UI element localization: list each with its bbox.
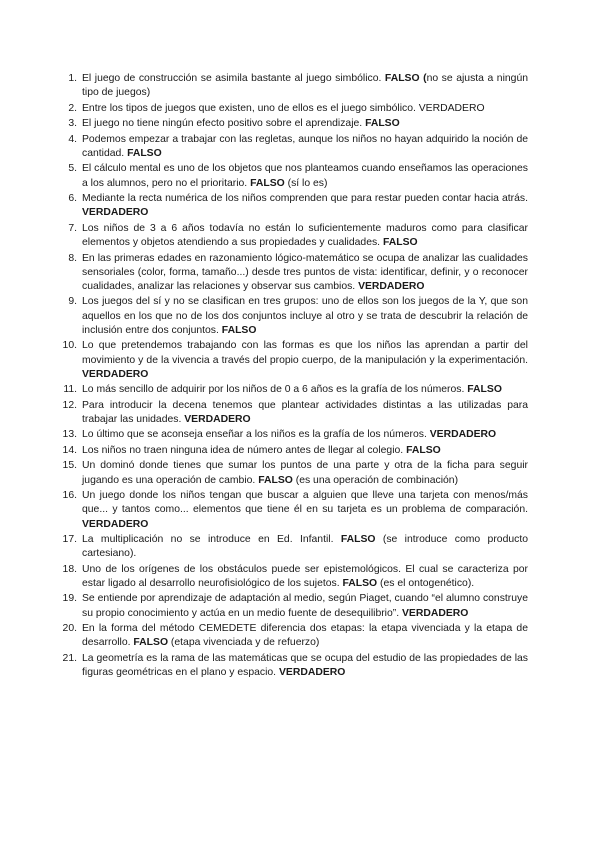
question-item (62, 563, 528, 591)
question-item (62, 339, 528, 382)
question-text: El juego de construcción se asimila bastante al juego simbólico. (82, 73, 385, 84)
answer-label: VERDADERO (278, 667, 346, 679)
answer-label: FALSO (127, 147, 162, 159)
question-number: 11. (63, 384, 77, 396)
question-number: 5. (68, 163, 77, 175)
question-text: Lo más sencillo de adquirir por los niños de 0 a 6 años es la grafía de los números. (82, 384, 468, 396)
question-item (68, 102, 528, 116)
question-number: 19. (62, 593, 77, 605)
question-item (68, 192, 528, 220)
question-item (68, 295, 528, 338)
answer-label: VERDADERO (184, 413, 251, 425)
question-number: 12. (62, 399, 77, 411)
question-item (62, 652, 528, 680)
answer-note: (sí lo es) (284, 177, 328, 189)
answer-note: (es una operación de combinación) (292, 474, 459, 486)
answer-label: FALSO (221, 324, 257, 336)
question-text: La multiplicación no se introduce en Ed. Infantil. (82, 534, 341, 546)
answer-note: (etapa vivenciada y de refuerzo) (168, 637, 320, 649)
answer-label: VERDADERO (402, 607, 469, 619)
question-number: 2. (68, 102, 77, 114)
question-text: Lo último que se aconseja enseñar a los niños es la grafía de los números. (82, 429, 430, 441)
answer-label: FALSO (467, 384, 502, 396)
question-item (62, 444, 528, 458)
question-text: Uno de los orígenes de los obstáculos puede ser epistemológicos. El cual se caracteriza por estar ligado al desarrollo neurofisiológico de los sujetos. (82, 563, 528, 589)
question-text: Se entiende por aprendizaje de adaptación al medio, según Piaget, cuando “el alumno construye su propio conocimiento y actúa en un medio fuente de desequilibrio”. (82, 593, 528, 619)
question-item (68, 117, 528, 131)
question-number: 7. (68, 222, 77, 234)
question-number: 4. (68, 133, 77, 145)
question-list (62, 72, 529, 682)
question-number: 21. (62, 652, 77, 664)
question-number: 9. (68, 296, 77, 308)
question-text: Mediante la recta numérica de los niños comprenden que para restar pueden contar hacia atrás. (82, 193, 528, 205)
question-text: Lo que pretendemos trabajando con las formas es que los niños las aprendan a partir del movimiento y de la vivencia a través del propio cuerpo, de la manipulación y la experimentación. (82, 340, 528, 366)
question-item (68, 222, 528, 250)
question-text: El cálculo mental es uno de los objetos que nos planteamos cuando enseñamos las operaciones a los alumnos, pero no el prioritario. (82, 163, 528, 189)
answer-label: FALSO (258, 474, 293, 486)
question-item (68, 252, 528, 295)
question-number: 6. (68, 193, 77, 205)
question-text: En las primeras edades en razonamiento lógico-matemático se ocupa de analizar las cualidades sensoriales (color, forma, tamaño...) desde tres puntos de vista: identificar, definir, y o reconocer cualidades, analizar las relaciones y observar sus cambios. (82, 252, 528, 292)
answer-label: FALSO (382, 237, 418, 249)
question-text: Los juegos del sí y no se clasifican en tres grupos: uno de ellos son los juegos de la Y, que son aquellos en los que no de los dos conjuntos incluye al otro y se trata de descubrir la relación de inclusión entre dos conjuntos. (82, 296, 528, 336)
answer-label: VERDADERO (358, 280, 425, 292)
question-text: Los niños de 3 a 6 años todavía no están lo suficientemente maduros como para clasificar elementos y objetos atendiendo a sus propiedades y cualidades. (82, 222, 528, 249)
question-number: 10. (62, 340, 77, 352)
question-text: Para introducir la decena tenemos que plantear actividades distintas a las utilizadas para trabajar las unidades. (82, 399, 528, 425)
question-text: En la forma del método CEMEDETE diferencia dos etapas: la etapa vivenciada y la etapa de desarrollo. (82, 623, 528, 649)
question-item (62, 399, 528, 427)
question-text: Un juego donde los niños tengan que buscar a alguien que lleve una tarjeta con menos/más que... y tantos como... elementos que tiene él en su tarjeta es un problema de comparación. (82, 490, 528, 516)
question-number: 3. (68, 118, 77, 130)
question-item (62, 428, 528, 442)
question-item (68, 162, 528, 190)
answer-label: VERDADERO (429, 429, 497, 441)
answer-note: (es el ontogenético). (377, 577, 475, 589)
question-item (62, 592, 528, 620)
question-item (62, 489, 528, 532)
answer-label: VERDADERO (82, 368, 149, 380)
answer-label: FALSO (406, 444, 441, 456)
question-text: Un dominó donde tienes que sumar los puntos de una parte y otra de la ficha para seguir jugando es una operación de cambio. (82, 460, 528, 486)
answer-label: FALSO (340, 534, 376, 546)
answer-label: FALSO (342, 577, 378, 589)
question-item (63, 383, 528, 397)
answer-label: FALSO (365, 118, 400, 130)
question-number: 20. (62, 623, 77, 635)
answer-label: VERDADERO (82, 207, 149, 219)
question-text: Podemos empezar a trabajar con las regletas, aunque los niños no hayan adquirido la noción de cantidad. (82, 133, 528, 159)
question-text: Los niños no traen ninguna idea de número antes de llegar al colegio. (82, 444, 407, 456)
answer-label: VERDADERO (82, 518, 149, 530)
answer-label: FALSO (250, 177, 285, 189)
question-number: 15. (62, 460, 77, 472)
answer-label: FALSO ( (384, 73, 427, 84)
question-text: La geometría es la rama de las matemáticas que se ocupa del estudio de las propiedades de las figuras geométricas en el plano y espacio. (82, 652, 528, 679)
question-number: 18. (62, 563, 77, 575)
question-item (68, 72, 529, 100)
question-number: 1. (68, 73, 77, 84)
answer-note: (se introduce como producto cartesiano). (82, 534, 528, 560)
answer-label: FALSO (133, 637, 169, 649)
question-item (62, 459, 528, 487)
answer-note: no se ajusta a ningún tipo de juegos) (82, 73, 529, 99)
question-number: 16. (62, 490, 77, 502)
question-item (62, 622, 528, 650)
question-number: 13. (62, 429, 77, 441)
question-number: 8. (68, 252, 77, 264)
question-text: Entre los tipos de juegos que existen, uno de ellos es el juego simbólico. VERDADERO (82, 102, 485, 114)
question-text: El juego no tiene ningún efecto positivo sobre el aprendizaje. (82, 118, 366, 130)
question-item (62, 533, 528, 561)
question-number: 14. (62, 444, 77, 456)
question-item (68, 133, 528, 161)
question-number: 17. (62, 534, 77, 546)
